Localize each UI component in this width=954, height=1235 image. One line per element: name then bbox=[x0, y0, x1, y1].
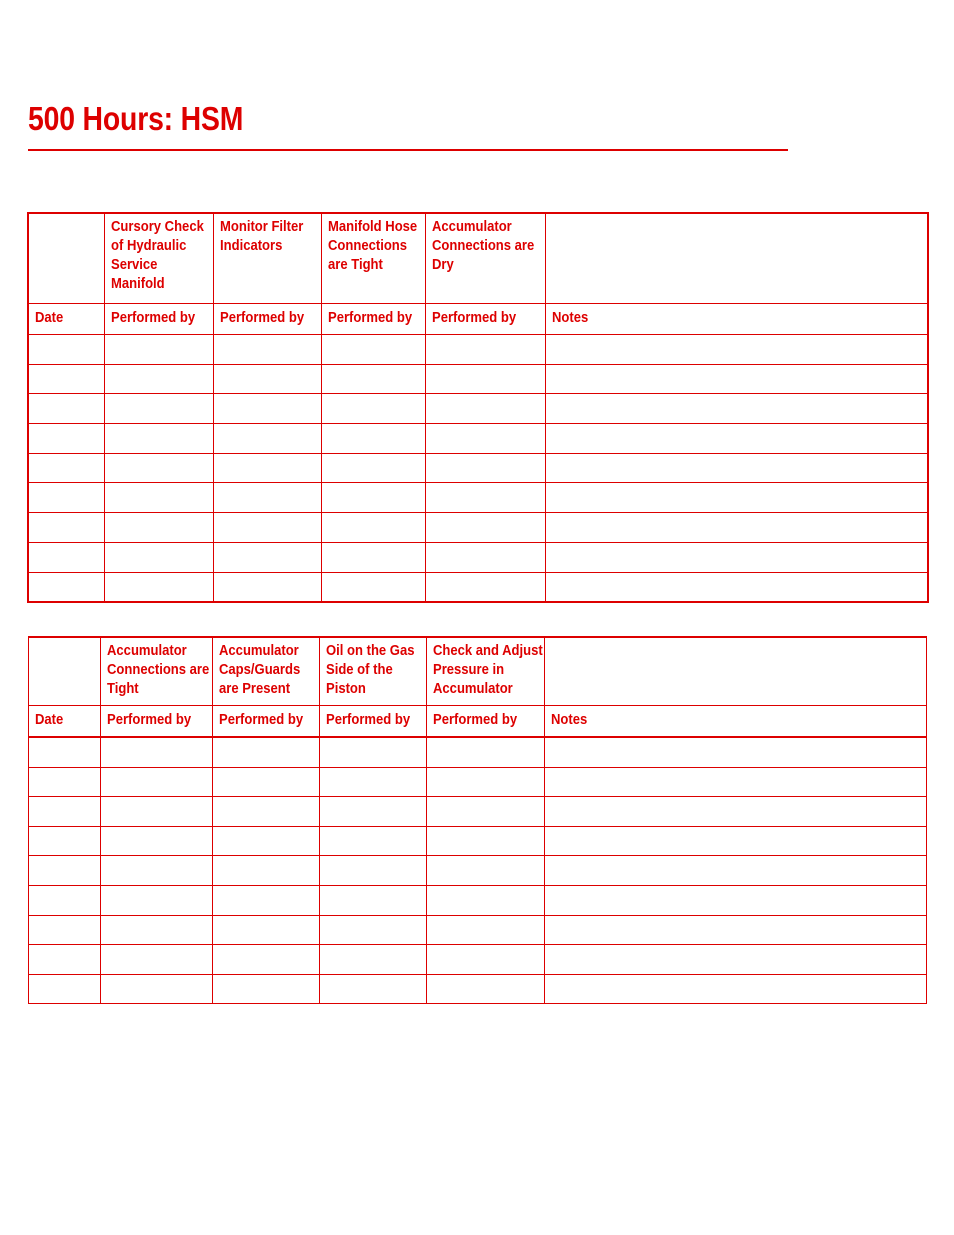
entry-cell[interactable] bbox=[101, 767, 213, 797]
entry-cell[interactable] bbox=[213, 885, 320, 915]
table-row bbox=[28, 335, 928, 365]
column-label-performed-by: Performed by bbox=[321, 304, 425, 335]
header-cell-task-2: Accumulator Caps/Guards are Present bbox=[213, 637, 320, 706]
header-cell-task-3: Manifold Hose Connections are Tight bbox=[321, 213, 425, 304]
entry-cell[interactable] bbox=[425, 513, 545, 543]
table-row bbox=[29, 767, 927, 797]
header-cell-date bbox=[28, 213, 104, 304]
header-cell-task-2: Monitor Filter Indicators bbox=[213, 213, 321, 304]
table-subheader-row bbox=[29, 706, 927, 738]
entry-cell[interactable] bbox=[213, 364, 321, 394]
column-label-performed-by: Performed by bbox=[104, 304, 213, 335]
notes-cell[interactable] bbox=[545, 572, 928, 602]
table-row bbox=[28, 424, 928, 454]
table-row bbox=[29, 974, 927, 1004]
entry-cell[interactable] bbox=[101, 974, 213, 1004]
notes-cell[interactable] bbox=[545, 826, 927, 856]
entry-cell[interactable] bbox=[425, 572, 545, 602]
notes-cell[interactable] bbox=[545, 394, 928, 424]
table-row bbox=[28, 572, 928, 602]
entry-cell[interactable] bbox=[213, 767, 320, 797]
date-cell[interactable] bbox=[29, 737, 101, 767]
column-label-performed-by: Performed by bbox=[427, 706, 545, 738]
entry-cell[interactable] bbox=[427, 856, 545, 886]
entry-cell[interactable] bbox=[320, 885, 427, 915]
date-cell[interactable] bbox=[29, 797, 101, 827]
entry-cell[interactable] bbox=[321, 335, 425, 365]
entry-cell[interactable] bbox=[427, 974, 545, 1004]
entry-cell[interactable] bbox=[213, 797, 320, 827]
entry-cell[interactable] bbox=[104, 483, 213, 513]
table-row bbox=[29, 915, 927, 945]
notes-cell[interactable] bbox=[545, 945, 927, 975]
notes-cell[interactable] bbox=[545, 885, 927, 915]
entry-cell[interactable] bbox=[101, 945, 213, 975]
entry-cell[interactable] bbox=[104, 542, 213, 572]
entry-cell[interactable] bbox=[104, 453, 213, 483]
entry-cell[interactable] bbox=[321, 453, 425, 483]
notes-cell[interactable] bbox=[545, 767, 927, 797]
date-cell[interactable] bbox=[28, 542, 104, 572]
entry-cell[interactable] bbox=[213, 856, 320, 886]
entry-cell[interactable] bbox=[321, 483, 425, 513]
entry-cell[interactable] bbox=[427, 915, 545, 945]
notes-cell[interactable] bbox=[545, 483, 928, 513]
date-cell[interactable] bbox=[28, 483, 104, 513]
entry-cell[interactable] bbox=[213, 483, 321, 513]
column-label-performed-by: Performed by bbox=[213, 706, 320, 738]
table-row bbox=[29, 885, 927, 915]
date-cell[interactable] bbox=[28, 424, 104, 454]
entry-cell[interactable] bbox=[101, 826, 213, 856]
page-title: 500 Hours: HSM bbox=[28, 100, 244, 137]
entry-cell[interactable] bbox=[427, 737, 545, 767]
notes-cell[interactable] bbox=[545, 453, 928, 483]
entry-cell[interactable] bbox=[101, 885, 213, 915]
entry-cell[interactable] bbox=[213, 424, 321, 454]
notes-cell[interactable] bbox=[545, 364, 928, 394]
maintenance-log-table-1 bbox=[27, 212, 929, 603]
header-cell-notes bbox=[545, 637, 927, 706]
date-cell[interactable] bbox=[28, 335, 104, 365]
entry-cell[interactable] bbox=[213, 335, 321, 365]
entry-cell[interactable] bbox=[320, 767, 427, 797]
column-label-notes: Notes bbox=[545, 706, 927, 738]
entry-cell[interactable] bbox=[425, 424, 545, 454]
entry-cell[interactable] bbox=[213, 974, 320, 1004]
entry-cell[interactable] bbox=[425, 542, 545, 572]
entry-cell[interactable] bbox=[213, 542, 321, 572]
entry-cell[interactable] bbox=[104, 394, 213, 424]
notes-cell[interactable] bbox=[545, 513, 928, 543]
entry-cell[interactable] bbox=[104, 424, 213, 454]
entry-cell[interactable] bbox=[104, 335, 213, 365]
date-cell[interactable] bbox=[29, 767, 101, 797]
table-header-row bbox=[28, 213, 928, 304]
header-cell-notes bbox=[545, 213, 928, 304]
date-cell[interactable] bbox=[28, 513, 104, 543]
table-row bbox=[29, 945, 927, 975]
table-row bbox=[29, 826, 927, 856]
entry-cell[interactable] bbox=[213, 572, 321, 602]
column-label-performed-by: Performed by bbox=[101, 706, 213, 738]
entry-cell[interactable] bbox=[213, 453, 321, 483]
entry-cell[interactable] bbox=[427, 826, 545, 856]
entry-cell[interactable] bbox=[320, 945, 427, 975]
entry-cell[interactable] bbox=[320, 856, 427, 886]
entry-cell[interactable] bbox=[425, 335, 545, 365]
entry-cell[interactable] bbox=[321, 513, 425, 543]
notes-cell[interactable] bbox=[545, 974, 927, 1004]
header-cell-task-1: Accumulator Connections are Tight bbox=[101, 637, 213, 706]
notes-cell[interactable] bbox=[545, 797, 927, 827]
header-cell-task-4: Check and Adjust Pressure in Accumulator bbox=[427, 637, 545, 706]
date-cell[interactable] bbox=[29, 945, 101, 975]
date-cell[interactable] bbox=[28, 572, 104, 602]
column-label-performed-by: Performed by bbox=[425, 304, 545, 335]
date-cell[interactable] bbox=[29, 826, 101, 856]
entry-cell[interactable] bbox=[427, 945, 545, 975]
entry-cell[interactable] bbox=[213, 826, 320, 856]
header-cell-task-1: Cursory Check of Hydraulic Service Manifold bbox=[104, 213, 213, 304]
entry-cell[interactable] bbox=[320, 915, 427, 945]
entry-cell[interactable] bbox=[427, 885, 545, 915]
entry-cell[interactable] bbox=[213, 915, 320, 945]
entry-cell[interactable] bbox=[101, 797, 213, 827]
date-cell[interactable] bbox=[29, 885, 101, 915]
entry-cell[interactable] bbox=[427, 797, 545, 827]
column-label-date: Date bbox=[28, 304, 104, 335]
table-row bbox=[28, 394, 928, 424]
table-row bbox=[29, 737, 927, 767]
entry-cell[interactable] bbox=[425, 394, 545, 424]
table-row bbox=[28, 513, 928, 543]
entry-cell[interactable] bbox=[213, 945, 320, 975]
entry-cell[interactable] bbox=[104, 364, 213, 394]
entry-cell[interactable] bbox=[321, 542, 425, 572]
entry-cell[interactable] bbox=[425, 364, 545, 394]
maintenance-log-table-2 bbox=[28, 636, 927, 1004]
table-subheader-row bbox=[28, 304, 928, 335]
column-label-performed-by: Performed by bbox=[213, 304, 321, 335]
notes-cell[interactable] bbox=[545, 335, 928, 365]
table-row bbox=[29, 856, 927, 886]
date-cell[interactable] bbox=[28, 394, 104, 424]
date-cell[interactable] bbox=[28, 453, 104, 483]
notes-cell[interactable] bbox=[545, 856, 927, 886]
notes-cell[interactable] bbox=[545, 915, 927, 945]
entry-cell[interactable] bbox=[104, 572, 213, 602]
entry-cell[interactable] bbox=[321, 364, 425, 394]
table-header-row bbox=[29, 637, 927, 706]
entry-cell[interactable] bbox=[320, 974, 427, 1004]
entry-cell[interactable] bbox=[321, 424, 425, 454]
header-cell-task-3: Oil on the Gas Side of the Piston bbox=[320, 637, 427, 706]
entry-cell[interactable] bbox=[321, 572, 425, 602]
table-row bbox=[28, 453, 928, 483]
entry-cell[interactable] bbox=[320, 797, 427, 827]
entry-cell[interactable] bbox=[101, 915, 213, 945]
date-cell[interactable] bbox=[29, 915, 101, 945]
column-label-date: Date bbox=[29, 706, 101, 738]
table-row bbox=[28, 483, 928, 513]
column-label-notes: Notes bbox=[545, 304, 928, 335]
date-cell[interactable] bbox=[29, 974, 101, 1004]
entry-cell[interactable] bbox=[425, 483, 545, 513]
table-row bbox=[29, 797, 927, 827]
table-row bbox=[28, 364, 928, 394]
entry-cell[interactable] bbox=[104, 513, 213, 543]
notes-cell[interactable] bbox=[545, 542, 928, 572]
entry-cell[interactable] bbox=[213, 394, 321, 424]
entry-cell[interactable] bbox=[101, 856, 213, 886]
notes-cell[interactable] bbox=[545, 737, 927, 767]
entry-cell[interactable] bbox=[101, 737, 213, 767]
header-cell-task-4: Accumulator Connections are Dry bbox=[425, 213, 545, 304]
title-divider bbox=[28, 149, 788, 151]
entry-cell[interactable] bbox=[320, 737, 427, 767]
entry-cell[interactable] bbox=[427, 767, 545, 797]
date-cell[interactable] bbox=[28, 364, 104, 394]
column-label-performed-by: Performed by bbox=[320, 706, 427, 738]
entry-cell[interactable] bbox=[425, 453, 545, 483]
entry-cell[interactable] bbox=[320, 826, 427, 856]
entry-cell[interactable] bbox=[213, 513, 321, 543]
entry-cell[interactable] bbox=[213, 737, 320, 767]
entry-cell[interactable] bbox=[321, 394, 425, 424]
header-cell-date bbox=[29, 637, 101, 706]
notes-cell[interactable] bbox=[545, 424, 928, 454]
table-row bbox=[28, 542, 928, 572]
date-cell[interactable] bbox=[29, 856, 101, 886]
